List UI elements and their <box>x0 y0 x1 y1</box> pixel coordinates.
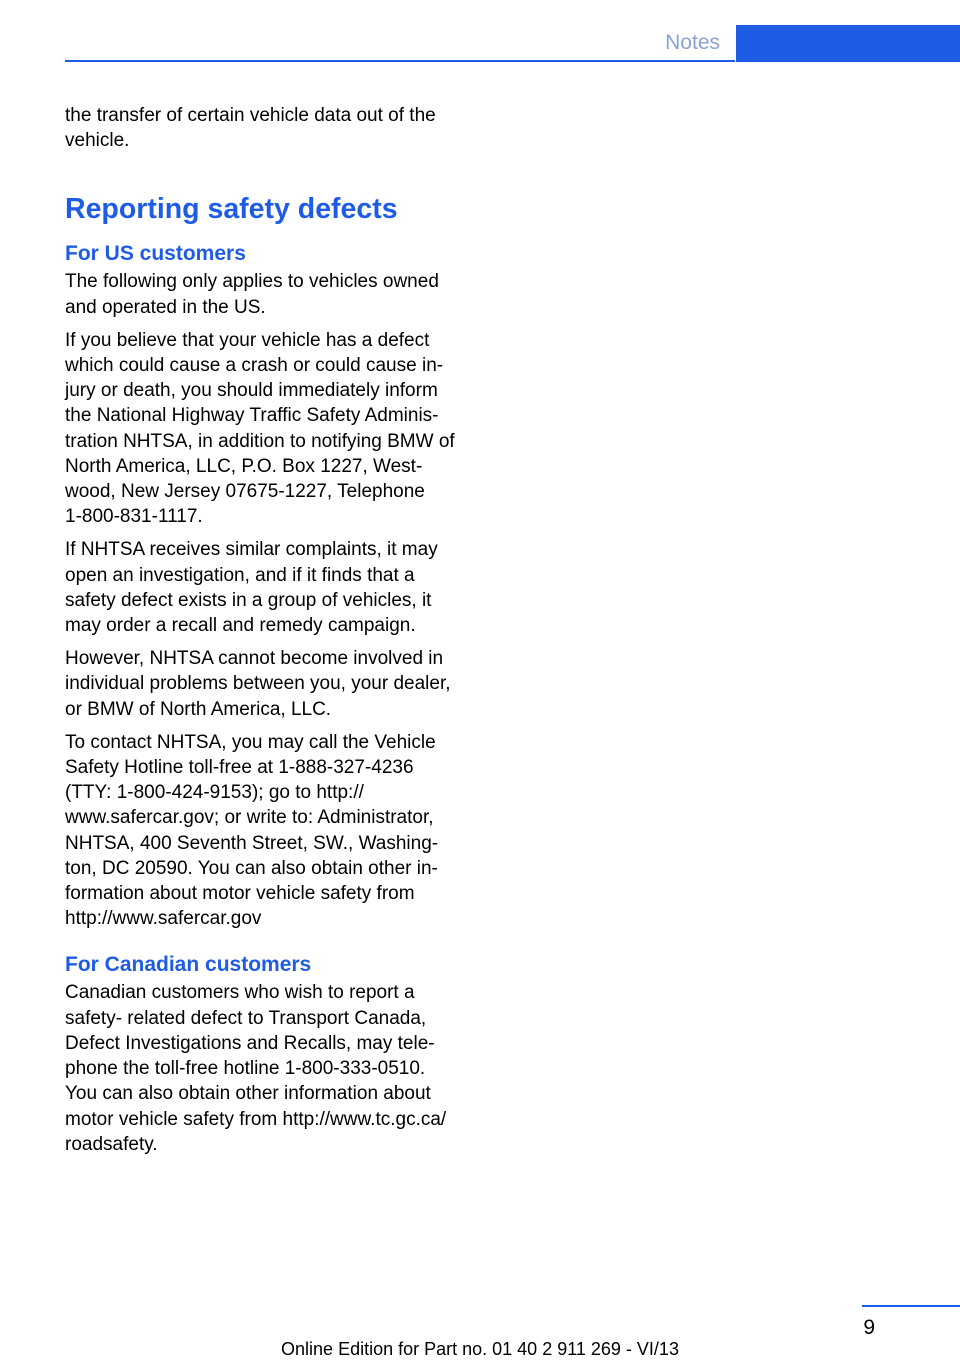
header-rule <box>65 60 735 62</box>
footer-rule <box>862 1305 960 1307</box>
page-content <box>65 103 485 1165</box>
us-paragraph-1: The following only applies to vehicles owned and operated in the US. <box>65 271 439 318</box>
us-customers-heading: For US customers <box>65 242 246 266</box>
intro-paragraph: the transfer of certain vehicle data out of the vehicle. <box>65 105 436 152</box>
us-paragraph-4: However, NHTSA cannot become involved in individual problems between you, your dealer, or BMW of North America, LLC. <box>65 648 451 720</box>
header-tab-bar <box>736 25 960 62</box>
edition-footer: Online Edition for Part no. 01 40 2 911 269 - VI/13 <box>281 1339 679 1359</box>
section-title: Notes <box>665 31 720 54</box>
us-paragraph-2: If you believe that your vehicle has a defect which could cause a crash or could cause in‐ jury or death, you should immediately inform the National Highway Traffic Safety Adminis‐ tration NHTSA, in addition to notifying BMW of North America, LLC, P.O. Box 1227, West‐ wood, New Jersey 07675-1227, Telephone 1-800-831-1117. <box>65 329 455 528</box>
us-paragraph-5: To contact NHTSA, you may call the Vehicle Safety Hotline toll-free at 1-888-327-4236 (TTY: 1-800-424-9153); go to http:// www.safercar.gov; or write to: Administrator, NHTSA, 400 Seventh Street, SW., Washing‐ ton, DC 20590. You can also obtain other in‐ formation about motor vehicle safety from http://www.safercar.gov <box>65 731 439 930</box>
page-number: 9 <box>863 1316 875 1339</box>
main-heading: Reporting safety defects <box>65 193 398 226</box>
canadian-customers-heading: For Canadian customers <box>65 953 312 977</box>
canada-paragraph-1: Canadian customers who wish to report a safety- related defect to Transport Canada, Defect Investigations and Recalls, may tele‐ phone the toll-free hotline 1-800-333-0510. You can also obtain other information about motor vehicle safety from http://www.tc.gc.ca/ roadsafety. <box>65 982 447 1155</box>
us-paragraph-3: If NHTSA receives similar complaints, it may open an investigation, and if it finds that a safety defect exists in a group of vehicles, it may order a recall and remedy campaign. <box>65 539 438 637</box>
